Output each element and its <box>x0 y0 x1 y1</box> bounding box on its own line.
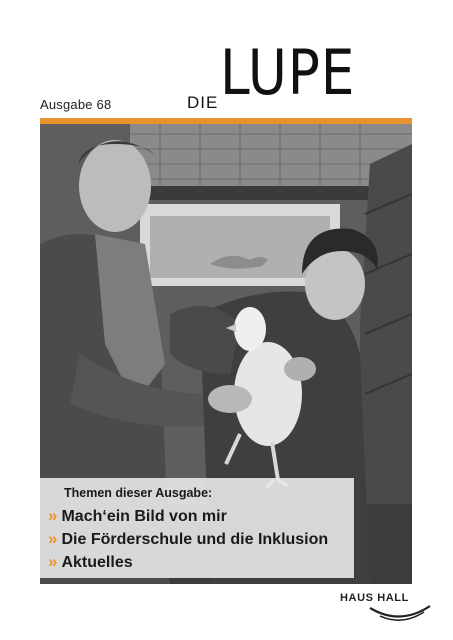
logo-swoosh-icon <box>340 602 432 626</box>
topic-item[interactable] <box>48 506 227 526</box>
haus-hall-logo <box>340 592 432 626</box>
bullet-icon: » <box>48 506 58 525</box>
topic-label: Die Förderschule und die Inklusion <box>61 531 329 548</box>
bullet-icon: » <box>48 552 58 571</box>
topic-item[interactable] <box>48 552 133 572</box>
topics-heading: Themen dieser Ausgabe: <box>64 486 213 500</box>
bullet-icon: » <box>48 529 58 548</box>
topic-item[interactable] <box>48 529 328 549</box>
topic-label: Aktuelles <box>61 554 133 571</box>
issue-number: Ausgabe 68 <box>40 97 112 112</box>
magazine-title: LUPE <box>220 36 356 109</box>
topic-label: Mach‘ein Bild von mir <box>61 508 227 525</box>
logo-text: HAUS HALL <box>340 592 409 604</box>
topics-box <box>40 478 354 578</box>
title-prefix: DIE <box>187 93 219 112</box>
